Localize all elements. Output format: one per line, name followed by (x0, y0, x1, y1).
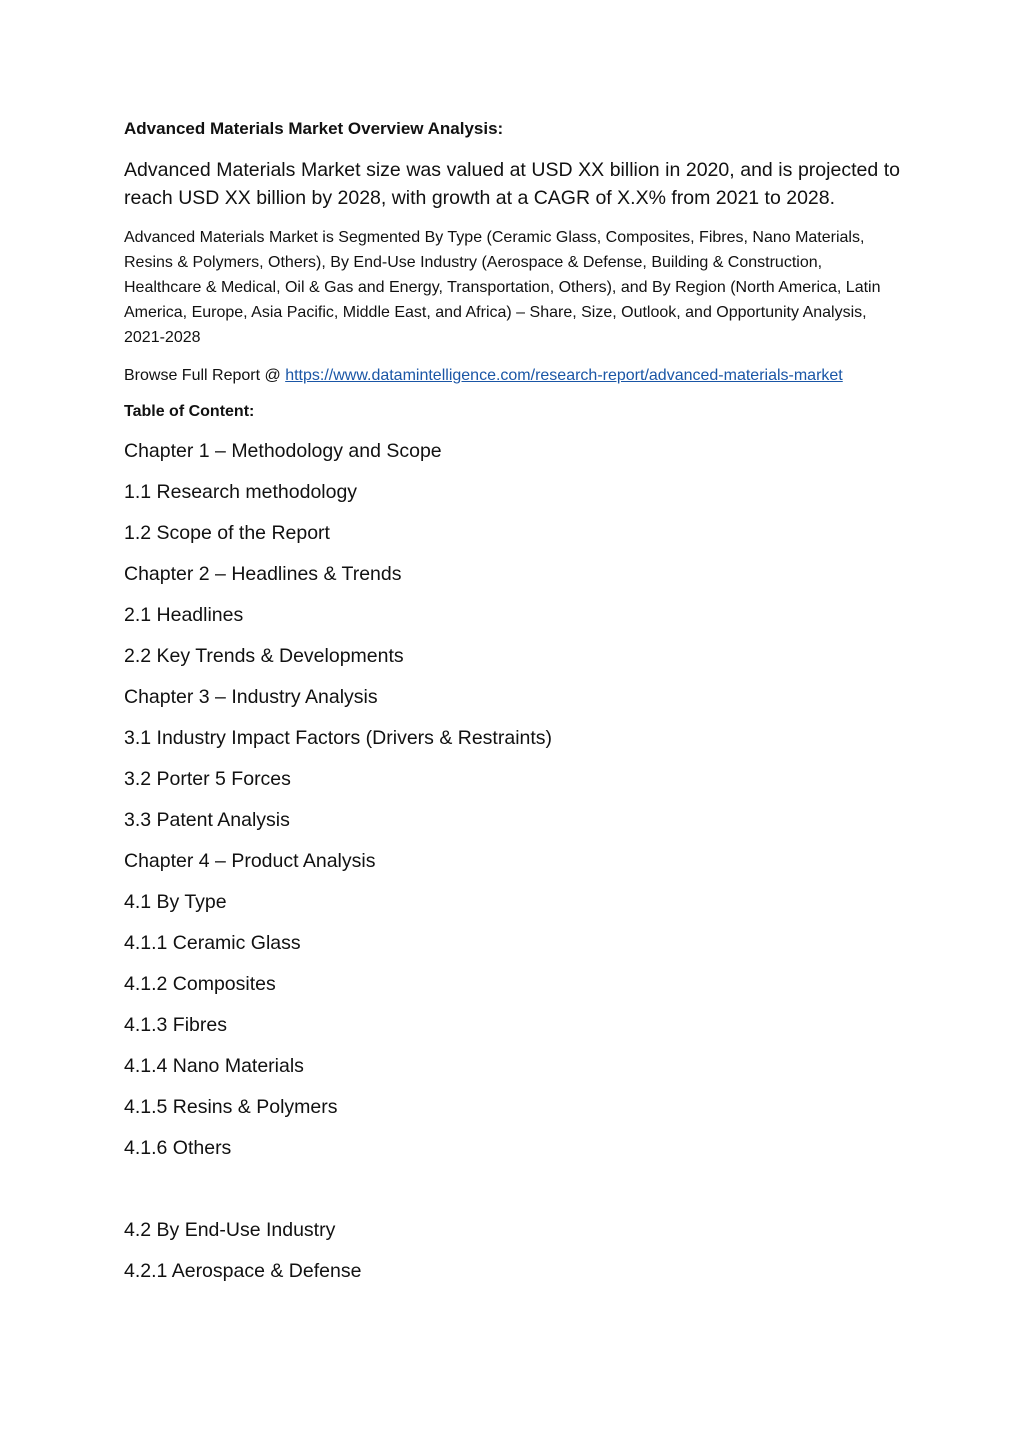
browse-label: Browse Full Report @ (124, 367, 286, 384)
toc-item: 4.1.1 Ceramic Glass (124, 932, 301, 954)
overview-heading: Advanced Materials Market Overview Analysis: (124, 119, 504, 138)
browse-report-line (124, 363, 900, 388)
toc-item: 4.1 By Type (124, 891, 227, 913)
toc-list (124, 439, 900, 1284)
report-link[interactable]: https://www.datamintelligence.com/research-report/advanced-materials-market (285, 367, 843, 384)
toc-heading: Table of Content: (124, 403, 255, 420)
toc-item: 3.3 Patent Analysis (124, 809, 290, 831)
toc-item: 4.1.4 Nano Materials (124, 1055, 304, 1077)
document-page (124, 118, 900, 1300)
toc-item: 2.2 Key Trends & Developments (124, 645, 404, 667)
toc-item: Chapter 1 – Methodology and Scope (124, 440, 442, 462)
toc-item: 4.2.1 Aerospace & Defense (124, 1260, 362, 1282)
toc-item: 3.1 Industry Impact Factors (Drivers & Restraints) (124, 727, 553, 749)
toc-item: 3.2 Porter 5 Forces (124, 768, 291, 790)
toc-item: 4.2 By End-Use Industry (124, 1219, 336, 1241)
toc-item: 4.1.3 Fibres (124, 1014, 227, 1036)
toc-item: Chapter 3 – Industry Analysis (124, 686, 378, 708)
toc-item: 4.1.2 Composites (124, 973, 276, 995)
toc-item: Chapter 4 – Product Analysis (124, 850, 376, 872)
overview-paragraph: Advanced Materials Market size was valued at USD XX billion in 2020, and is projected to reach USD XX billion by 2028, with growth at a CAGR of X.X% from 2021 to 2028. (124, 159, 900, 209)
toc-item: 4.1.6 Others (124, 1137, 232, 1159)
segmentation-paragraph: Advanced Materials Market is Segmented By Type (Ceramic Glass, Composites, Fibres, Nano Materials, Resins & Polymers, Others), By End-Use Industry (Aerospace & Defense, Building & Construction, Healthcare & Medical, Oil & Gas and Energy, Transportation, Others), and By Region (North America, Latin America, Europe, Asia Pacific, Middle East, and Africa) – Share, Size, Outlook, and Opportunity Analysis, 2021-2028 (124, 229, 881, 346)
toc-item: 1.1 Research methodology (124, 481, 358, 503)
toc-item: 2.1 Headlines (124, 604, 244, 626)
toc-item: 4.1.5 Resins & Polymers (124, 1096, 338, 1118)
toc-item: 1.2 Scope of the Report (124, 522, 330, 544)
toc-item: Chapter 2 – Headlines & Trends (124, 563, 402, 585)
